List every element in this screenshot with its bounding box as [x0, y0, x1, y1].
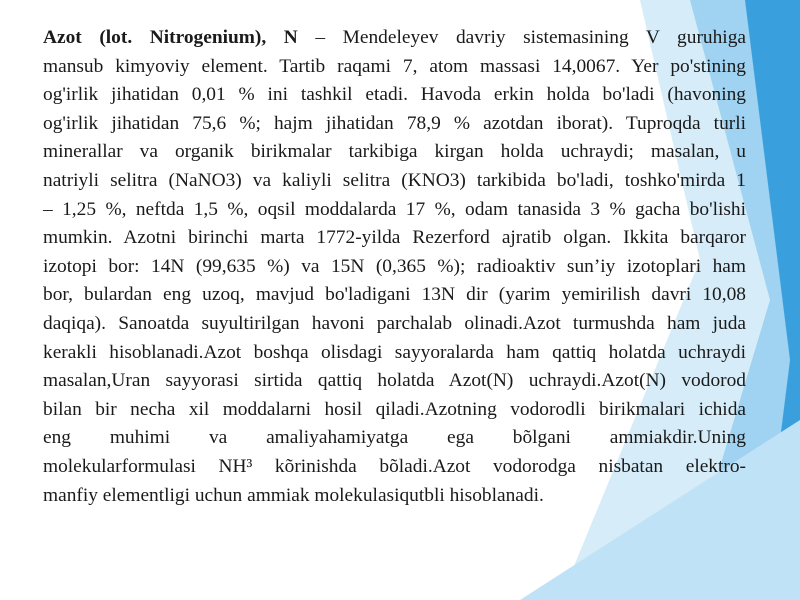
- text-line: bilan bir necha xil moddalarni hosil qiladi.Azotning vodorodli birikmalari ichida: [43, 398, 746, 420]
- text-line: natriyli selitra (NaNO3) va kaliyli selitra (KNO3) tarkibida bo'ladi, toshko'mirda 1: [43, 169, 746, 191]
- text-line: – 1,25 %, neftda 1,5 %, oqsil moddalarda 17 %, odam tanasida 3 % gacha bo'lishi: [43, 198, 746, 220]
- text-line: izotopi bor: 14N (99,635 %) va 15N (0,365 %); radioaktiv sun’iy izotoplari ham: [43, 255, 746, 277]
- element-heading: Azot (lot. Nitrogenium), N: [43, 27, 298, 48]
- text-line: molekularformulasi NH³ kõrinishda bõladi.Azot vodorodga nisbatan elektro-: [43, 455, 746, 477]
- text-line: masalan,Uran sayyorasi sirtida qattiq holatda Azot(N) uchraydi.Azot(N) vodorod: [43, 370, 746, 392]
- text-line: eng muhimi va amaliyahamiyatga ega bõlgani ammiakdir.Uning: [43, 427, 746, 449]
- text-line: mumkin. Azotni birinchi marta 1772-yilda Rezerford ajratib olgan. Ikkita barqaror: [43, 227, 746, 249]
- text-line-1: [43, 24, 746, 53]
- text-line-1-rest: – Mendeleyev davriy sistemasining V guruhiga: [297, 27, 746, 48]
- text-line: bor, bulardan eng uzoq, mavjud bo'ladigani 13N dir (yarim yemirilish davri 10,08: [43, 284, 746, 306]
- text-line: manfiy elementligi uchun ammiak molekulasiqutbli hisoblanadi.: [43, 484, 544, 506]
- text-line: minerallar va organik birikmalar tarkibiga kirgan holda uchraydi; masalan, u: [43, 141, 746, 163]
- slide-text: [43, 24, 746, 510]
- text-line: og'irlik jihatidan 75,6 %; hajm jihatidan 78,9 % azotdan iborat). Tuproqda turli: [43, 112, 746, 134]
- text-line: kerakli hisoblanadi.Azot boshqa olisdagi sayyoralarda ham qattiq holatda uchraydi: [43, 341, 746, 363]
- text-line: daqiqa). Sanoatda suyultirilgan havoni parchalab olinadi.Azot turmushda ham juda: [43, 312, 746, 334]
- text-line: mansub kimyoviy element. Tartib raqami 7, atom massasi 14,0067. Yer po'stining: [43, 55, 746, 77]
- text-line: og'irlik jihatidan 0,01 % ini tashkil etadi. Havoda erkin holda bo'ladi (havoning: [43, 84, 746, 106]
